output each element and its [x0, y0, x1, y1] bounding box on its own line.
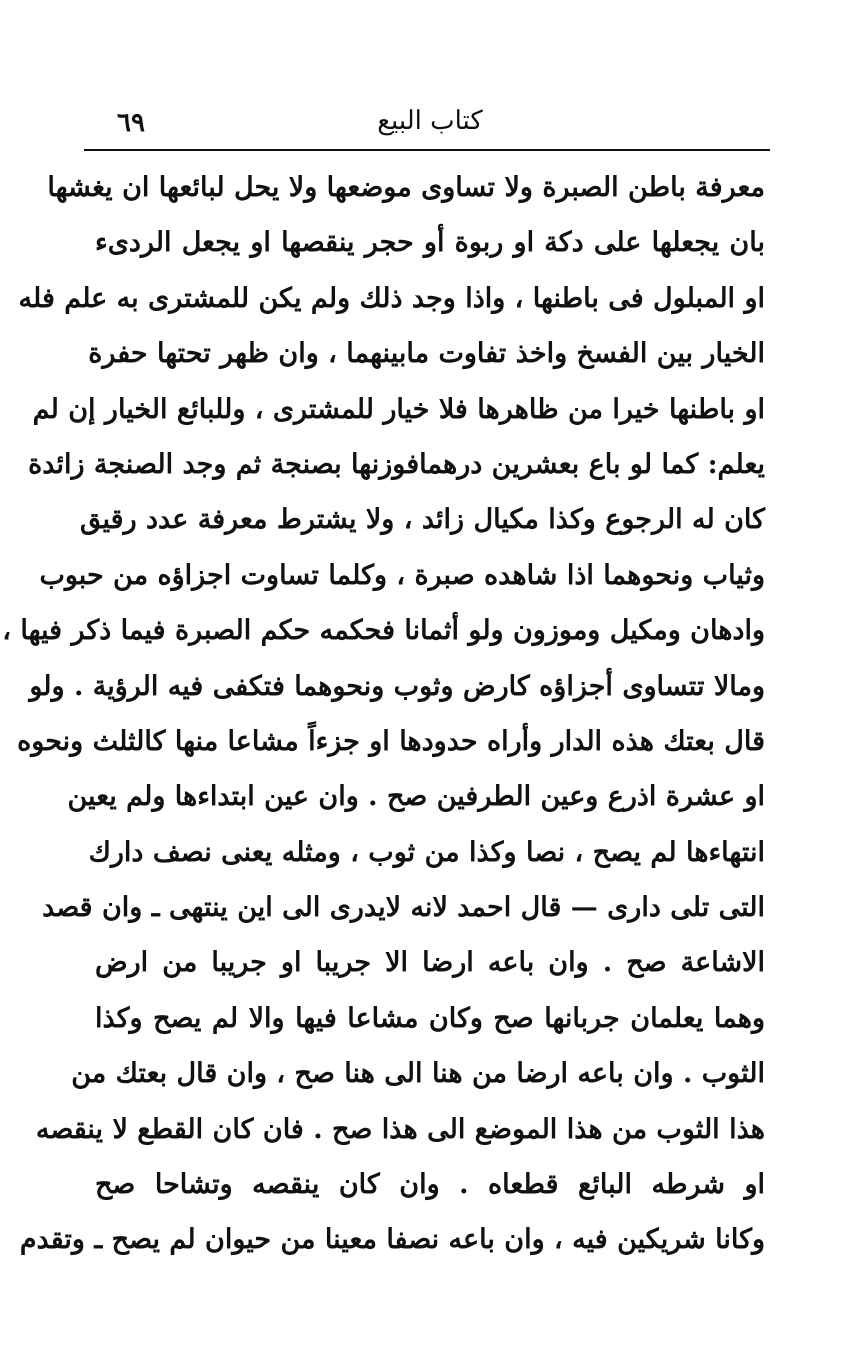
- header-rule: [84, 149, 770, 151]
- text-line: معرفة باطن الصبرة ولا تساوى موضعها ولا يحل لبائعها ان يغشها: [47, 172, 765, 203]
- text-line: او عشرة اذرع وعين الطرفين صح . وان عين ابتداءها ولم يعين: [67, 781, 765, 813]
- text-line: الاشاعة صح . وان باعه ارضا الا جريبا او جريبا من ارض: [95, 947, 765, 979]
- text-line: وكانا شريكين فيه ، وان باعه نصفا معينا من حيوان لم يصح ـ وتقدم: [19, 1224, 765, 1256]
- running-title: كتاب البيع: [377, 106, 483, 136]
- text-line: انتهاءها لم يصح ، نصا وكذا من ثوب ، ومثله يعنى نصف دارك: [88, 836, 765, 868]
- text-line: كان له الرجوع وكذا مكيال زائد ، ولا يشترط معرفة عدد رقيق: [80, 504, 765, 536]
- page-header: [95, 104, 765, 144]
- text-line: يعلم: كما لو باع بعشرين درهمافوزنها بصنجة ثم وجد الصنجة زائدة: [28, 448, 765, 480]
- text-line: او باطنها خيرا من ظاهرها فلا خيار للمشترى ، وللبائع الخيار إن لم: [32, 393, 765, 425]
- text-line: هذا الثوب من هذا الموضع الى هذا صح . فان كان القطع لا ينقصه: [35, 1113, 765, 1145]
- text-line: الخيار بين الفسخ واخذ تفاوت مابينهما ، وان ظهر تحتها حفرة: [88, 338, 765, 370]
- text-line: الثوب . وان باعه ارضا من هنا الى هنا صح ، وان قال بعتك من: [71, 1058, 765, 1090]
- text-line: او المبلول فى باطنها ، واذا وجد ذلك ولم يكن للمشترى به علم فله: [18, 282, 765, 314]
- text-line: بان يجعلها على دكة او ربوة أو حجر ينقصها او يجعل الردىء: [95, 227, 765, 259]
- text-line: او شرطه البائع قطعاه . وان كان ينقصه وتشاحا صح: [95, 1169, 765, 1201]
- page-number: ٦٩: [117, 108, 145, 138]
- body-text: [2, 160, 765, 1268]
- text-line: وادهان ومكيل وموزون ولو أثمانا فحكمه حكم الصبرة فيما ذكر فيها ،: [2, 615, 765, 647]
- text-line: وهما يعلمان جربانها صح وكان مشاعا فيها والا لم يصح وكذا: [95, 1002, 765, 1034]
- text-line: وثياب ونحوهما اذا شاهده صبرة ، وكلما تساوت اجزاؤه من حبوب: [39, 559, 765, 591]
- text-line: ومالا تتساوى أجزاؤه كارض وثوب ونحوهما فتكفى فيه الرؤية . ولو: [29, 670, 765, 702]
- text-line: قال بعتك هذه الدار وأراه حدودها او جزءاً مشاعا منها كالثلث ونحوه: [17, 725, 765, 757]
- text-line: التى تلى دارى — قال احمد لانه لايدرى الى اين ينتهى ـ وان قصد: [42, 892, 765, 924]
